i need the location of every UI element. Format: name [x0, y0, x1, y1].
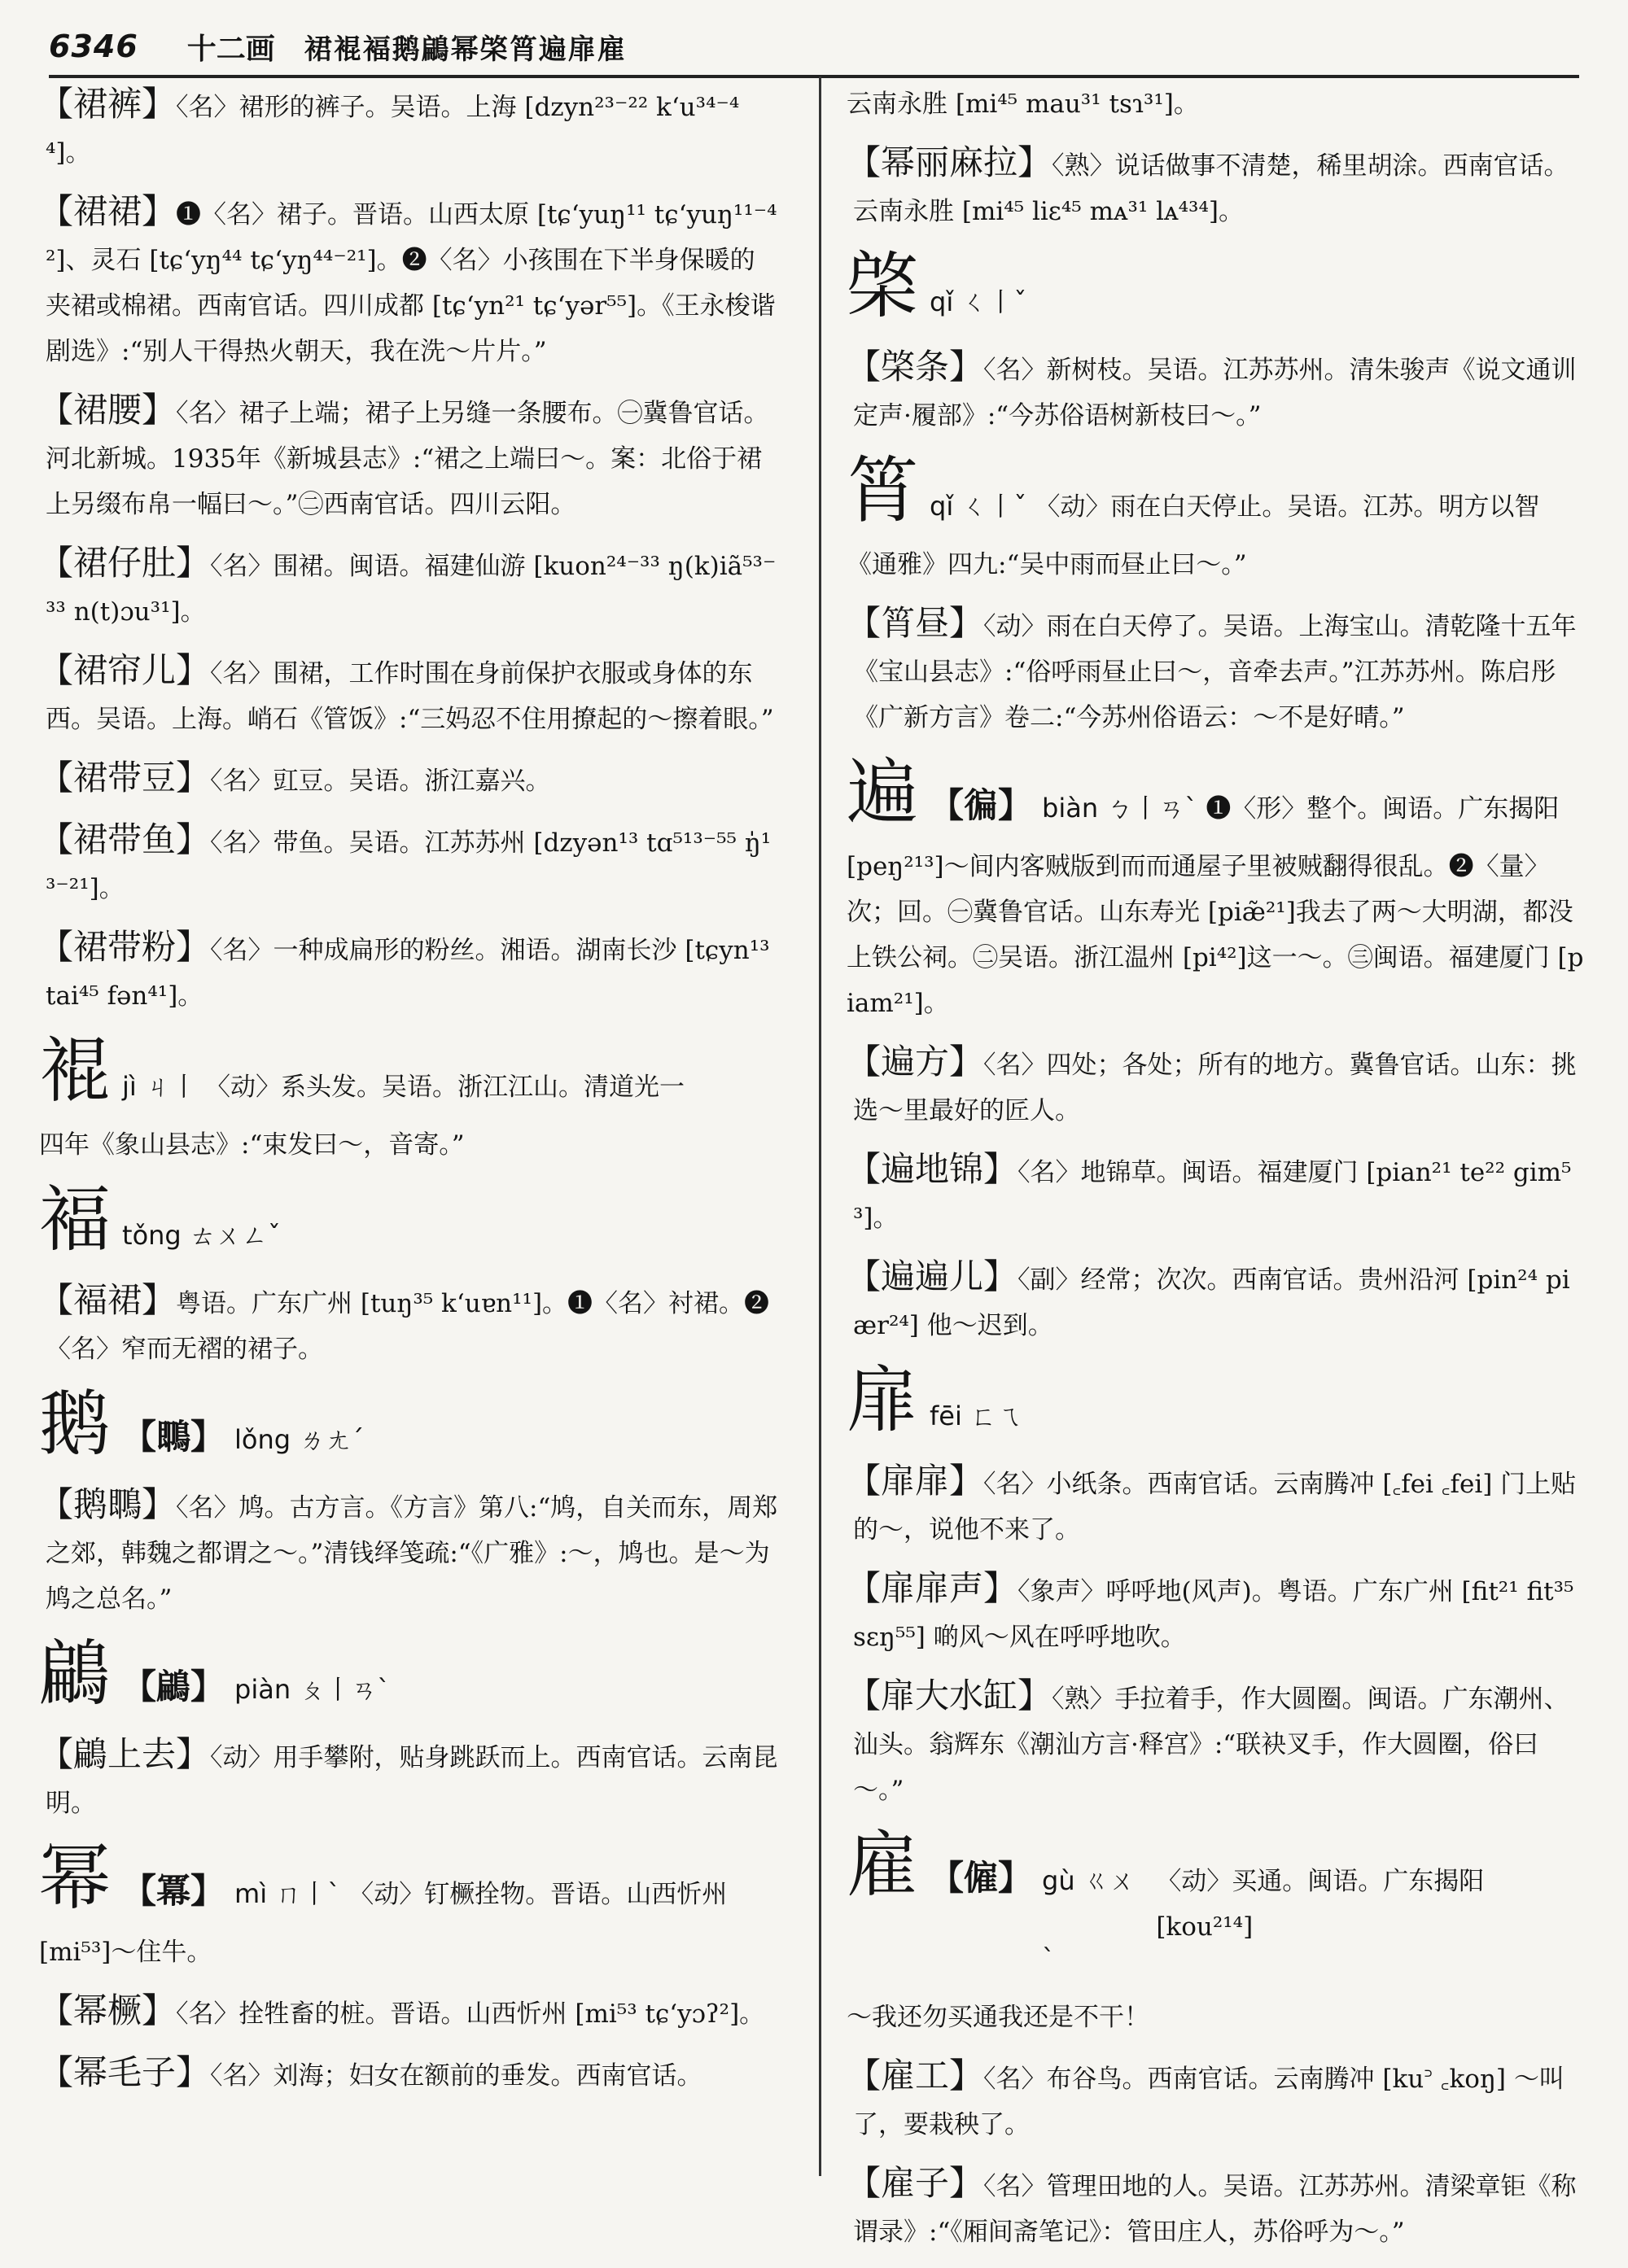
dictionary-entry — [847, 2161, 1587, 2255]
entry-headword: 【扉大水缸】 — [847, 1676, 1053, 1715]
entry-definition: 〈名〉鸠。古方言。《方言》第八:“鸠，自关而东，周郑之郊，韩魏之都谓之～。”清钱绎笺疏:“《广雅》:～，鸠也。是～为鸠之总名。” — [46, 1493, 778, 1614]
entry-headword: 【棨条】 — [847, 347, 984, 387]
variant-character: 【冪】 — [122, 1871, 225, 1911]
pronunciation: qǐ ㄑ丨ˇ — [930, 286, 1027, 317]
entry-definition: 〈熟〉手拉着手，作大圆圈。闽语。广东潮州、汕头。翁辉东《潮汕方言·释宫》:“联袂叉手，作大圆圈，俗曰～。” — [853, 1685, 1569, 1805]
entry-headword: 【褔裙】 — [39, 1280, 177, 1320]
entry-definition: 〈名〉新树枝。吴语。江苏苏州。清朱骏声《说文通训定声·履部》:“今苏俗语树新枝曰～。” — [853, 356, 1577, 430]
head-character-row — [847, 750, 1587, 847]
dictionary-entry — [847, 1566, 1587, 1660]
head-character: 遍 — [847, 750, 919, 834]
pronunciation: biàn ㄅ丨ㄢˋ — [1042, 793, 1198, 824]
left-column — [39, 81, 780, 2112]
dictionary-entry — [39, 189, 780, 374]
stroke-count-title: 十二画 — [186, 31, 275, 66]
head-definition: 〈动〉系头发。吴语。浙江江山。清道光一 — [204, 1073, 685, 1102]
head-definition-continued: 《通雅》四九:“吴中雨而昼止曰～。” — [847, 550, 1247, 579]
header-character-index: 裙裩褔鹅鶣幂棨筲遍扉雇 — [304, 33, 627, 66]
dictionary-entry — [847, 1039, 1587, 1134]
entry-definition: 〈名〉小纸条。西南官话。云南腾冲 [꜀fei ꜀fei] 门上贴的～，说他不来了。 — [853, 1470, 1577, 1545]
dictionary-entry — [847, 1254, 1587, 1348]
dictionary-entry — [847, 1673, 1587, 1813]
entry-definition: 〈名〉管理田地的人。吴语。江苏苏州。清梁章钜《称谓录》:“《厢间斋笔记》：管田庄人，苏俗呼为～。” — [853, 2172, 1577, 2247]
head-character: 扉 — [847, 1358, 919, 1442]
entry-headword: 【鶣上去】 — [39, 1734, 211, 1774]
head-definition-continued: [mi⁵³]～住牛。 — [39, 1938, 212, 1967]
head-character-row — [847, 448, 1587, 545]
entry-headword: 【裙带粉】 — [39, 927, 211, 967]
dictionary-entry — [847, 344, 1587, 439]
entry-continuation: 云南永胜 [mi⁴⁵ mau³¹ tsɿ³¹]。 — [847, 90, 1199, 119]
entry-headword: 【裙仔肚】 — [39, 543, 211, 583]
pronunciation: fēi ㄈㄟ — [930, 1401, 1023, 1431]
head-character-row — [39, 1029, 780, 1125]
head-definition: 〈动〉雨在白天停止。吴语。江苏。明方以智 — [1035, 492, 1540, 522]
head-character: 裩 — [39, 1029, 112, 1112]
entry-headword: 【遍地锦】 — [847, 1149, 1018, 1189]
entry-definition: 〈名〉四处；各处；所有的地方。冀鲁官话。山东：挑选～里最好的匠人。 — [853, 1051, 1577, 1125]
pronunciation: jì ㄐ丨 — [122, 1071, 197, 1102]
head-character-row — [39, 1632, 780, 1728]
page-number: 6346 — [49, 28, 138, 64]
entry-definition: 〈名〉围裙，工作时围在身前保护衣服或身体的东西。吴语。上海。峭石《管饭》:“三妈忍不住用撩起的～擦着眼。” — [46, 659, 774, 734]
entry-headword: 【裙带鱼】 — [39, 819, 211, 859]
entry-definition: 〈名〉布谷鸟。西南官话。云南腾冲 [ku꜄ ꜀koŋ] ～叫了，要栽秧了。 — [853, 2065, 1565, 2139]
pronunciation: lǒng ㄌㄤˊ — [234, 1424, 365, 1455]
variant-character: 【鶣】 — [122, 1667, 225, 1706]
entry-definition: 〈名〉拴牲畜的桩。晋语。山西忻州 [mi⁵³ tɕʻyɔʔ²]。 — [176, 1999, 765, 2029]
head-definition-continued: 四年《象山县志》:“束发曰～，音寄。” — [39, 1130, 465, 1160]
entry-definition: 〈名〉豇豆。吴语。浙江嘉兴。 — [210, 767, 551, 796]
dictionary-entry — [39, 1732, 780, 1826]
entry-headword: 【扉扉声】 — [847, 1568, 1018, 1608]
entry-definition: 〈名〉裙子上端；裙子上另缝一条腰布。㊀冀鲁官话。河北新城。1935年《新城县志》:“裙之上端曰～。案：北俗于裙上另缀布帛一幅曰～。”㊁西南官话。四川云阳。 — [46, 399, 769, 519]
head-character: 筲 — [847, 448, 919, 532]
entry-headword: 【鹅䳭】 — [39, 1484, 177, 1524]
entry-headword: 【裙帘儿】 — [39, 650, 211, 690]
head-character: 棨 — [847, 244, 919, 328]
entry-headword: 【幂橛】 — [39, 1991, 177, 2030]
pronunciation: tǒng ㄊㄨㄥˇ — [122, 1220, 281, 1251]
entry-headword: 【幂毛子】 — [39, 2052, 211, 2092]
pronunciation: qǐ ㄑ丨ˇ — [930, 491, 1027, 522]
head-character-row — [847, 244, 1587, 341]
head-definition: 〈动〉买通。闽语。广东揭阳 [kou²¹⁴] — [1156, 1867, 1485, 1942]
dictionary-entry — [39, 1988, 780, 2037]
variant-character: 【徧】 — [930, 785, 1033, 825]
entry-definition: 〈名〉裙形的裤子。吴语。上海 [dzyn²³⁻²² kʻu³⁴⁻⁴⁴]。 — [46, 93, 740, 168]
entry-definition: 〈象声〉呼呼地(风声)。粤语。广东广州 [fit²¹ fit³⁵ sɛŋ⁵⁵] 啲风～风在呼呼地吹。 — [853, 1577, 1574, 1652]
head-character-row — [847, 1823, 1587, 1998]
head-character: 雇 — [847, 1823, 919, 1907]
variant-character: 【䳭】 — [122, 1417, 225, 1457]
entry-definition: 〈名〉刘海；妇女在额前的垂发。西南官话。 — [210, 2061, 702, 2091]
dictionary-entry — [39, 817, 780, 911]
dictionary-entry — [847, 2053, 1587, 2148]
head-character: 鹅 — [39, 1382, 112, 1466]
dictionary-entry — [39, 648, 780, 742]
head-character-row — [39, 1382, 780, 1479]
pronunciation: piàn ㄆ丨ㄢˋ — [234, 1674, 391, 1705]
entry-definition: 〈熟〉说话做事不清楚，稀里胡涂。西南官话。云南永胜 [mi⁴⁵ liɛ⁴⁵ mᴀ³¹ lᴀ⁴³⁴]。 — [853, 151, 1569, 226]
variant-character: 【僱】 — [930, 1858, 1033, 1898]
dictionary-entry — [39, 387, 780, 527]
right-column — [847, 81, 1587, 2268]
dictionary-entry — [39, 81, 780, 176]
head-character: 幂 — [39, 1836, 112, 1920]
head-character: 褔 — [39, 1178, 112, 1261]
entry-headword: 【裙腰】 — [39, 390, 177, 430]
entry-definition: 〈名〉地锦草。闽语。福建厦门 [pian²¹ te²² gim⁵³]。 — [853, 1158, 1572, 1233]
head-character: 鶣 — [39, 1632, 112, 1715]
head-definition: ❶〈形〉整个。闽语。广东揭阳 — [1206, 794, 1560, 824]
entry-definition: 粤语。广东广州 [tuŋ³⁵ kʻuɐn¹¹]。❶〈名〉衬裙。❷〈名〉窄而无褶的裙子。 — [46, 1289, 770, 1364]
page-header — [49, 18, 1579, 78]
entry-definition: 〈副〉经常；次次。西南官话。贵州沿河 [pin²⁴ piær²⁴] 他～迟到。 — [853, 1265, 1570, 1340]
entry-definition: 〈名〉带鱼。吴语。江苏苏州 [dzyən¹³ tɑ⁵¹³⁻⁵⁵ ŋ̍¹³⁻²¹]。 — [46, 828, 772, 903]
entry-headword: 【扉扉】 — [847, 1461, 984, 1501]
pronunciation: gù ㄍㄨˋ — [1042, 1865, 1136, 1974]
head-definition-continued: [peŋ²¹³]～间内客贼版到而而通屋子里被贼翻得很乱。❷〈量〉次；回。㊀冀鲁官话。山东寿光 [piæ̃²¹]我去了两～大明湖，都没上铁公祠。㊁吴语。浙江温州 [pi⁴²]这一～。㊂闽语。福建厦门 [piam²¹]。 — [847, 852, 1584, 1018]
dictionary-entry — [847, 601, 1587, 741]
entry-headword: 【遍方】 — [847, 1042, 984, 1082]
entry-headword: 【遍遍儿】 — [847, 1256, 1018, 1296]
entry-headword: 【雇工】 — [847, 2056, 984, 2095]
dictionary-entry — [39, 2050, 780, 2099]
entry-headword: 【裙带豆】 — [39, 758, 211, 798]
entry-definition: 〈动〉用手攀附，贴身跳跃而上。西南官话。云南昆明。 — [46, 1743, 778, 1818]
dictionary-entry — [39, 924, 780, 1019]
head-definition-continued: ～我还勿买通我还是不干！ — [847, 2003, 1149, 2032]
dictionary-entry — [847, 1458, 1587, 1553]
head-character-row — [39, 1836, 780, 1933]
dictionary-entry — [39, 755, 780, 804]
head-definition: 〈动〉钉橛拴物。晋语。山西忻州 — [348, 1880, 728, 1909]
entry-definition: 〈动〉雨在白天停了。吴语。上海宝山。清乾隆十五年《宝山县志》:“俗呼雨昼止曰～，音牵去声。”江苏苏州。陈启彤《广新方言》卷二:“今苏州俗语云：～不是好晴。” — [853, 612, 1577, 732]
head-character-row — [39, 1178, 780, 1274]
dictionary-entry — [39, 1482, 780, 1622]
entry-definition: ❶〈名〉裙子。晋语。山西太原 [tɕʻyuŋ¹¹ tɕʻyuŋ¹¹⁻⁴²]、灵石 [tɕʻyŋ⁴⁴ tɕʻyŋ⁴⁴⁻²¹]。❷〈名〉小孩围在下半身保暖的夹裙或棉裙。西南官话。四川成都 [tɕʻyn²¹ tɕʻyər⁵⁵]。《王永梭谐剧选》:“别人干得热火朝天，我在洗～片片。” — [46, 200, 777, 366]
column-divider — [819, 76, 821, 2176]
entry-headword: 【筲昼】 — [847, 603, 984, 643]
head-character-row — [847, 1358, 1587, 1455]
pronunciation: mì ㄇ丨ˋ — [234, 1878, 341, 1909]
entry-headword: 【裙裤】 — [39, 84, 177, 124]
dictionary-entry — [39, 1278, 780, 1372]
dictionary-entry — [847, 1147, 1587, 1241]
entry-headword: 【裙裙】 — [39, 191, 177, 231]
dictionary-entry — [847, 140, 1587, 234]
entry-headword: 【雇子】 — [847, 2163, 984, 2203]
entry-definition: 〈名〉一种成扁形的粉丝。湘语。湖南长沙 [tɕyn¹³ tai⁴⁵ fən⁴¹]。 — [46, 936, 770, 1011]
entry-definition: 〈名〉围裙。闽语。福建仙游 [kuon²⁴⁻³³ ŋ(k)iã⁵³⁻³³ n(t)ɔu³¹]。 — [46, 552, 777, 627]
dictionary-entry — [39, 540, 780, 635]
entry-headword: 【幂丽麻拉】 — [847, 142, 1053, 182]
